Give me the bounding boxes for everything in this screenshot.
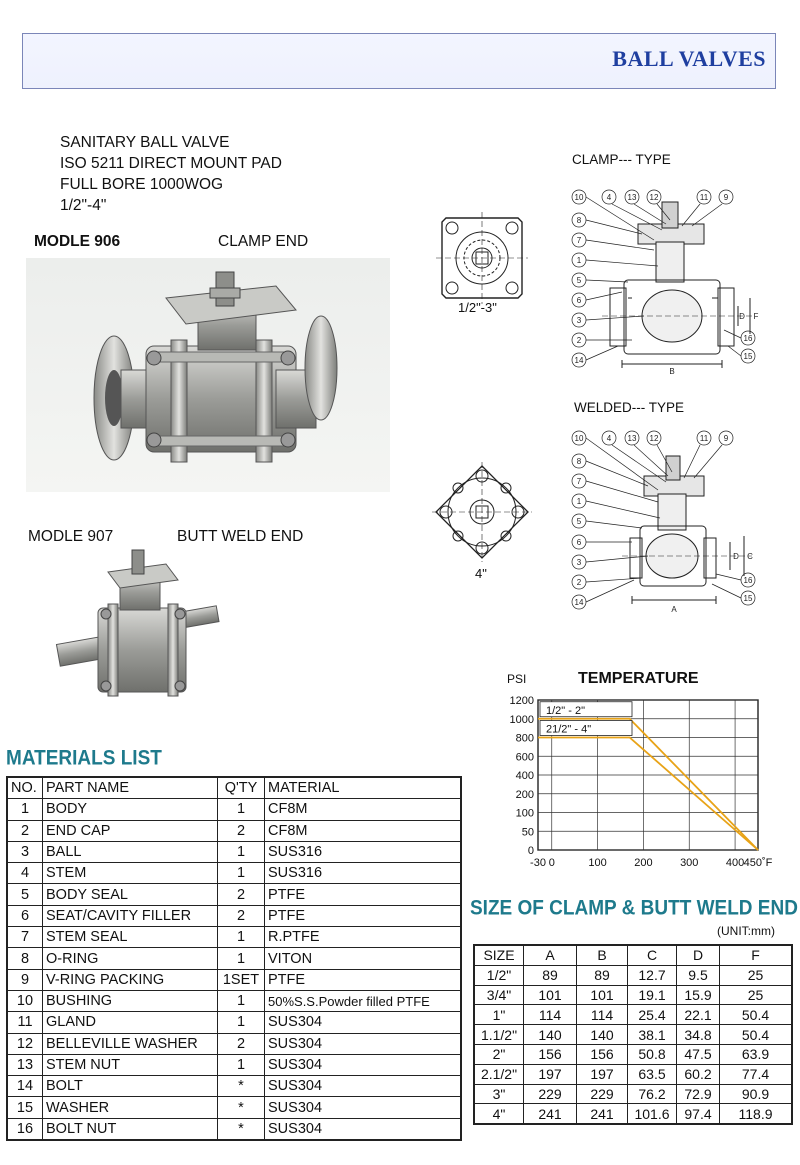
- part-name: BOLT: [43, 1076, 218, 1097]
- svg-text:8: 8: [576, 216, 582, 225]
- part-name: END CAP: [43, 820, 218, 841]
- dim-d: 97.4: [677, 1104, 720, 1124]
- y-tick-label: 800: [515, 732, 534, 745]
- size-value: 3/4": [474, 985, 524, 1005]
- model-906-label: MODLE 906: [34, 233, 121, 250]
- materials-table: [6, 776, 462, 1141]
- dim-b: 89: [577, 965, 628, 985]
- part-material: 50%S.S.Powder filled PTFE: [265, 990, 462, 1011]
- svg-text:13: 13: [627, 193, 637, 202]
- part-qty: 2: [218, 905, 265, 926]
- model-907-type: BUTT WELD END: [177, 528, 304, 545]
- chart-title: TEMPERATURE: [578, 670, 699, 687]
- svg-text:10: 10: [574, 434, 584, 443]
- part-no: 2: [7, 820, 43, 841]
- dim-b: 140: [577, 1025, 628, 1045]
- svg-text:15: 15: [743, 352, 753, 361]
- dim-f: 25: [720, 985, 793, 1005]
- part-qty: 1: [218, 841, 265, 862]
- welded-type-title: WELDED--- TYPE: [574, 400, 685, 415]
- materials-row: [7, 884, 461, 905]
- part-name: BALL: [43, 841, 218, 862]
- part-qty: *: [218, 1118, 265, 1140]
- materials-row: [7, 1054, 461, 1075]
- part-no: 12: [7, 1033, 43, 1054]
- part-no: 3: [7, 841, 43, 862]
- col-header-b: B: [577, 945, 628, 965]
- svg-text:3: 3: [576, 316, 582, 325]
- dim-c: 19.1: [628, 985, 677, 1005]
- clamp-type-drawing: [562, 180, 792, 380]
- part-material: SUS304: [265, 1118, 462, 1140]
- part-name: STEM NUT: [43, 1054, 218, 1075]
- svg-text:1: 1: [576, 256, 582, 265]
- materials-row: [7, 1118, 461, 1140]
- svg-text:4: 4: [606, 193, 612, 202]
- part-no: 10: [7, 990, 43, 1011]
- part-qty: 1: [218, 927, 265, 948]
- flange-small-label: 1/2"-3": [458, 300, 497, 315]
- y-tick-label: 1200: [509, 695, 534, 707]
- dim-d: 34.8: [677, 1025, 720, 1045]
- part-material: SUS304: [265, 1033, 462, 1054]
- part-material: CF8M: [265, 820, 462, 841]
- col-header-c: C: [628, 945, 677, 965]
- svg-text:16: 16: [743, 576, 753, 585]
- svg-text:13: 13: [627, 434, 637, 443]
- size-header-row: [474, 945, 792, 965]
- col-header-no: NO.: [7, 777, 43, 799]
- series-legend-label: 1/2" - 2": [546, 704, 585, 717]
- valve-907-image: [50, 548, 225, 703]
- part-material: SUS304: [265, 1012, 462, 1033]
- col-header-f: F: [720, 945, 793, 965]
- part-material: CF8M: [265, 799, 462, 820]
- svg-text:11: 11: [699, 193, 709, 202]
- materials-row: [7, 1076, 461, 1097]
- part-qty: *: [218, 1076, 265, 1097]
- size-row: [474, 965, 792, 985]
- svg-text:B: B: [669, 367, 675, 376]
- svg-text:9: 9: [723, 434, 729, 443]
- size-value: 3": [474, 1084, 524, 1104]
- size-row: [474, 1044, 792, 1064]
- part-no: 1: [7, 799, 43, 820]
- part-name: BELLEVILLE WASHER: [43, 1033, 218, 1054]
- part-name: V-RING PACKING: [43, 969, 218, 990]
- part-qty: 1: [218, 990, 265, 1011]
- dim-a: 197: [524, 1064, 577, 1084]
- part-material: SUS304: [265, 1076, 462, 1097]
- materials-row: [7, 948, 461, 969]
- svg-text:5: 5: [576, 517, 582, 526]
- series-line: [538, 719, 758, 850]
- svg-text:15: 15: [743, 594, 753, 603]
- size-value: 2": [474, 1044, 524, 1064]
- materials-row: [7, 969, 461, 990]
- col-header-part: PART NAME: [43, 777, 218, 799]
- svg-text:12: 12: [649, 193, 659, 202]
- part-no: 11: [7, 1012, 43, 1033]
- dim-c: 76.2: [628, 1084, 677, 1104]
- part-material: SUS316: [265, 863, 462, 884]
- materials-row: [7, 820, 461, 841]
- model-906-type: CLAMP END: [218, 233, 309, 250]
- size-row: [474, 1104, 792, 1124]
- part-qty: 2: [218, 884, 265, 905]
- part-name: WASHER: [43, 1097, 218, 1118]
- svg-text:D: D: [733, 552, 739, 561]
- dim-a: 229: [524, 1084, 577, 1104]
- dim-c: 63.5: [628, 1064, 677, 1084]
- size-row: [474, 985, 792, 1005]
- part-name: GLAND: [43, 1012, 218, 1033]
- y-tick-label: 600: [515, 751, 534, 764]
- svg-text:9: 9: [723, 193, 729, 202]
- y-tick-label: 1000: [509, 713, 534, 726]
- desc-line: ISO 5211 DIRECT MOUNT PAD: [60, 155, 282, 172]
- materials-row: [7, 927, 461, 948]
- part-material: SUS316: [265, 841, 462, 862]
- x-tick-label: 200: [634, 857, 653, 869]
- part-name: STEM: [43, 863, 218, 884]
- dim-c: 12.7: [628, 965, 677, 985]
- part-material: SUS304: [265, 1097, 462, 1118]
- part-qty: 1: [218, 799, 265, 820]
- part-material: PTFE: [265, 905, 462, 926]
- clamp-type-title: CLAMP--- TYPE: [572, 152, 671, 167]
- part-no: 16: [7, 1118, 43, 1140]
- dim-b: 156: [577, 1044, 628, 1064]
- dim-f: 90.9: [720, 1084, 793, 1104]
- part-qty: 1: [218, 948, 265, 969]
- dim-d: 60.2: [677, 1064, 720, 1084]
- dim-b: 114: [577, 1005, 628, 1025]
- x-tick-label: -30: [530, 857, 546, 869]
- size-table-unit: (UNIT:mm): [717, 924, 775, 938]
- part-name: SEAT/CAVITY FILLER: [43, 905, 218, 926]
- size-value: 1": [474, 1005, 524, 1025]
- model-907-label: MODLE 907: [28, 528, 114, 545]
- svg-text:6: 6: [576, 538, 582, 547]
- dim-a: 114: [524, 1005, 577, 1025]
- dim-a: 101: [524, 985, 577, 1005]
- dim-f: 25: [720, 965, 793, 985]
- part-no: 13: [7, 1054, 43, 1075]
- size-table: [473, 944, 793, 1125]
- svg-text:12: 12: [649, 434, 659, 443]
- materials-header-row: [7, 777, 461, 799]
- dim-d: 22.1: [677, 1005, 720, 1025]
- part-name: O-RING: [43, 948, 218, 969]
- dim-f: 63.9: [720, 1044, 793, 1064]
- size-row: [474, 1025, 792, 1045]
- x-tick-label: 100: [588, 857, 607, 869]
- col-header-d: D: [677, 945, 720, 965]
- part-material: SUS304: [265, 1054, 462, 1075]
- flange-drawing-large: [432, 462, 532, 562]
- dim-a: 241: [524, 1104, 577, 1124]
- valve-photo-906: [26, 258, 390, 492]
- x-tick-label: 450˚F: [743, 857, 773, 869]
- x-tick-label: 300: [680, 857, 699, 869]
- valve-photo-907: [50, 548, 225, 703]
- svg-text:2: 2: [576, 336, 582, 345]
- flange-drawing-small: [436, 212, 528, 304]
- part-qty: 2: [218, 1033, 265, 1054]
- part-no: 7: [7, 927, 43, 948]
- dim-b: 101: [577, 985, 628, 1005]
- welded-type-drawing: [562, 428, 792, 618]
- dim-a: 156: [524, 1044, 577, 1064]
- dim-d: 9.5: [677, 965, 720, 985]
- size-row: [474, 1084, 792, 1104]
- dim-c: 38.1: [628, 1025, 677, 1045]
- part-material: R.PTFE: [265, 927, 462, 948]
- col-header-size: SIZE: [474, 945, 524, 965]
- part-no: 6: [7, 905, 43, 926]
- part-qty: 1: [218, 1054, 265, 1075]
- materials-row: [7, 1012, 461, 1033]
- dim-b: 241: [577, 1104, 628, 1124]
- part-qty: 1: [218, 1012, 265, 1033]
- svg-text:4: 4: [606, 434, 612, 443]
- dim-b: 229: [577, 1084, 628, 1104]
- dim-d: 72.9: [677, 1084, 720, 1104]
- product-description: [60, 132, 282, 216]
- part-material: PTFE: [265, 969, 462, 990]
- svg-text:A: A: [671, 605, 677, 614]
- dim-c: 50.8: [628, 1044, 677, 1064]
- dim-b: 197: [577, 1064, 628, 1084]
- size-row: [474, 1064, 792, 1084]
- part-name: BODY SEAL: [43, 884, 218, 905]
- x-tick-label: 400: [725, 857, 745, 869]
- part-no: 9: [7, 969, 43, 990]
- part-name: BOLT NUT: [43, 1118, 218, 1140]
- materials-list-title: MATERIALS LIST: [6, 746, 162, 770]
- balloon-10: 10: [574, 193, 584, 202]
- svg-text:C: C: [747, 552, 753, 561]
- svg-text:3: 3: [576, 558, 582, 567]
- dim-d: 47.5: [677, 1044, 720, 1064]
- svg-text:16: 16: [743, 334, 753, 343]
- part-no: 8: [7, 948, 43, 969]
- part-no: 15: [7, 1097, 43, 1118]
- materials-row: [7, 841, 461, 862]
- svg-text:D: D: [739, 312, 745, 321]
- col-header-material: MATERIAL: [265, 777, 462, 799]
- dim-a: 140: [524, 1025, 577, 1045]
- part-no: 4: [7, 863, 43, 884]
- chart-unit-label: PSI: [507, 672, 527, 686]
- flange-large-label: 4": [475, 566, 487, 581]
- part-qty: 2: [218, 820, 265, 841]
- col-header-a: A: [524, 945, 577, 965]
- svg-text:6: 6: [576, 296, 582, 305]
- size-value: 1/2": [474, 965, 524, 985]
- valve-906-image: [26, 258, 390, 492]
- x-tick-label: 0: [548, 857, 555, 869]
- y-tick-label: 50: [521, 826, 534, 839]
- size-row: [474, 1005, 792, 1025]
- svg-text:8: 8: [576, 457, 582, 466]
- part-name: BODY: [43, 799, 218, 820]
- dim-f: 77.4: [720, 1064, 793, 1084]
- y-tick-label: 0: [527, 845, 534, 857]
- dim-f: 50.4: [720, 1005, 793, 1025]
- series-legend-label: 21/2" - 4": [546, 723, 592, 736]
- size-table-title: SIZE OF CLAMP & BUTT WELD END: [470, 896, 798, 920]
- svg-text:7: 7: [576, 477, 582, 486]
- svg-text:F: F: [753, 312, 759, 321]
- dim-c: 101.6: [628, 1104, 677, 1124]
- temperature-chart: [500, 692, 800, 878]
- svg-text:7: 7: [576, 236, 582, 245]
- materials-row: [7, 863, 461, 884]
- desc-line: 1/2"-4": [60, 197, 107, 214]
- desc-line: FULL BORE 1000WOG: [60, 176, 224, 193]
- part-no: 5: [7, 884, 43, 905]
- svg-text:14: 14: [574, 598, 584, 607]
- size-value: 2.1/2": [474, 1064, 524, 1084]
- materials-row: [7, 990, 461, 1011]
- svg-text:14: 14: [574, 356, 584, 365]
- part-qty: *: [218, 1097, 265, 1118]
- dim-f: 50.4: [720, 1025, 793, 1045]
- materials-row: [7, 1097, 461, 1118]
- svg-text:5: 5: [576, 276, 582, 285]
- y-tick-label: 100: [515, 807, 534, 820]
- svg-text:2: 2: [576, 578, 582, 587]
- svg-text:1: 1: [576, 497, 582, 506]
- col-header-qty: Q'TY: [218, 777, 265, 799]
- part-name: BUSHING: [43, 990, 218, 1011]
- y-tick-label: 200: [515, 788, 534, 801]
- size-value: 1.1/2": [474, 1025, 524, 1045]
- materials-row: [7, 1033, 461, 1054]
- part-qty: 1: [218, 863, 265, 884]
- part-name: STEM SEAL: [43, 927, 218, 948]
- y-tick-label: 400: [515, 770, 534, 782]
- desc-line: SANITARY BALL VALVE: [60, 134, 230, 151]
- part-material: VITON: [265, 948, 462, 969]
- dim-c: 25.4: [628, 1005, 677, 1025]
- materials-row: [7, 905, 461, 926]
- dim-d: 15.9: [677, 985, 720, 1005]
- dim-f: 118.9: [720, 1104, 793, 1124]
- size-value: 4": [474, 1104, 524, 1124]
- brand-title: BALL VALVES: [612, 46, 766, 71]
- materials-row: [7, 799, 461, 820]
- svg-text:11: 11: [699, 434, 709, 443]
- part-no: 14: [7, 1076, 43, 1097]
- dim-a: 89: [524, 965, 577, 985]
- part-material: PTFE: [265, 884, 462, 905]
- part-qty: 1SET: [218, 969, 265, 990]
